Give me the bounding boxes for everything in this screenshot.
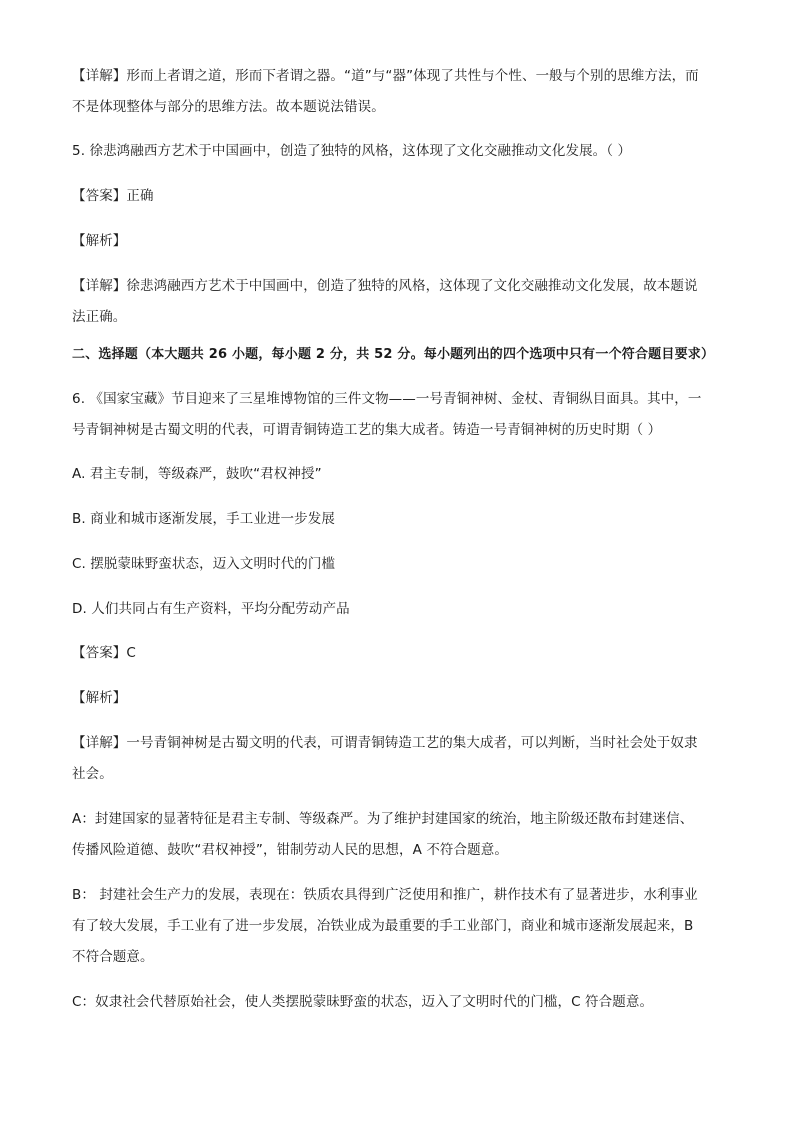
section-heading [72, 346, 714, 364]
q6-option-c [72, 555, 335, 573]
option-a-text: A. 君主专制，等级森严，鼓吹“君权神授” [72, 466, 322, 482]
q6-question-line-1 [72, 390, 701, 408]
q5-detail-text-2: 法正确。 [72, 309, 127, 325]
q4-detail-text-2: 不是体现整体与部分的思维方法。故本题说法错误。 [72, 99, 385, 115]
q5-answer-value: 正确 [126, 188, 154, 204]
q6-analysis-tag [72, 689, 126, 707]
q6-question-text-1: 6. 《国家宝藏》节目迎来了三星堆博物馆的三件文物——一号青铜神树、金杖、青铜纵目面具。其中，一 [72, 391, 702, 407]
detail-tag: 【详解】 [72, 68, 127, 84]
analysis-c-text-1: C：奴隶社会代替原始社会，使人类摆脱蒙昧野蛮的状态，迈入了文明时代的门槛，C 符合题意。 [72, 994, 654, 1010]
analysis-b-text-1: B： 封建社会生产力的发展，表现在：铁质农具得到广泛使用和推广，耕作技术有了显著进步，水利事业 [72, 887, 698, 903]
option-c-text: C. 摆脱蒙昧野蛮状态，迈入文明时代的门槛 [72, 556, 336, 572]
q6-analysis-a-line-1 [72, 810, 693, 828]
answer-tag: 【答案】 [72, 188, 127, 204]
q6-option-b [72, 510, 335, 528]
analysis-tag: 【解析】 [72, 690, 127, 706]
q4-detail-line-1 [72, 67, 699, 85]
detail-tag: 【详解】 [72, 278, 127, 294]
section-heading-text: 二、选择题（本大题共 26 小题，每小题 2 分，共 52 分。每小题列出的四个选项中只有一个符合题目要求） [72, 347, 715, 362]
answer-tag: 【答案】 [72, 645, 127, 661]
option-d-text: D. 人们共同占有生产资料，平均分配劳动产品 [72, 601, 350, 617]
q6-analysis-b-line-2 [72, 917, 693, 935]
q6-detail-line-1 [72, 734, 698, 752]
q6-analysis-b-line-1 [72, 886, 698, 904]
q6-analysis-c-line-1 [72, 993, 653, 1011]
q6-answer [72, 644, 136, 662]
analysis-tag: 【解析】 [72, 233, 127, 249]
q6-question-text-2: 号青铜神树是古蜀文明的代表，可谓青铜铸造工艺的集大成者。铸造一号青铜神树的历史时期（ ） [72, 422, 662, 438]
q6-detail-text-2: 社会。 [72, 766, 113, 782]
q5-question-text: 5. 徐悲鸿融西方艺术于中国画中，创造了独特的风格，这体现了文化交融推动文化发展。（ ） [72, 143, 632, 159]
option-b-text: B. 商业和城市逐渐发展，手工业进一步发展 [72, 511, 335, 527]
q5-detail-text: 徐悲鸿融西方艺术于中国画中，创造了独特的风格，这体现了文化交融推动文化发展，故本题说 [126, 278, 698, 294]
detail-tag: 【详解】 [72, 735, 127, 751]
q6-option-a [72, 465, 322, 483]
analysis-a-text-2: 传播风险道德、鼓吹“君权神授”，钳制劳动人民的思想，A 不符合题意。 [72, 842, 508, 858]
q5-detail-line-1 [72, 277, 698, 295]
q5-answer [72, 187, 154, 205]
q6-option-d [72, 600, 350, 618]
q6-analysis-b-line-3 [72, 948, 154, 966]
q6-analysis-a-line-2 [72, 841, 508, 859]
q4-detail-text: 形而上者谓之道，形而下者谓之器。“道”与“器”体现了共性与个性、一般与个别的思维方法，而 [126, 68, 699, 84]
q5-detail-line-2 [72, 308, 126, 326]
q4-detail-line-2 [72, 98, 385, 116]
q5-question [72, 142, 631, 160]
analysis-b-text-2: 有了较大发展，手工业有了进一步发展，冶铁业成为最重要的手工业部门，商业和城市逐渐发展起来，B [72, 918, 694, 934]
q6-detail-line-2 [72, 765, 113, 783]
analysis-b-text-3: 不符合题意。 [72, 949, 154, 965]
q5-analysis-tag [72, 232, 126, 250]
q6-detail-text-1: 一号青铜神树是古蜀文明的代表，可谓青铜铸造工艺的集大成者，可以判断，当时社会处于奴隶 [126, 735, 698, 751]
analysis-a-text-1: A：封建国家的显著特征是君主专制、等级森严。为了维护封建国家的统治，地主阶级还散布封建迷信、 [72, 811, 694, 827]
q6-question-line-2 [72, 421, 661, 439]
q6-answer-value: C [126, 645, 136, 661]
